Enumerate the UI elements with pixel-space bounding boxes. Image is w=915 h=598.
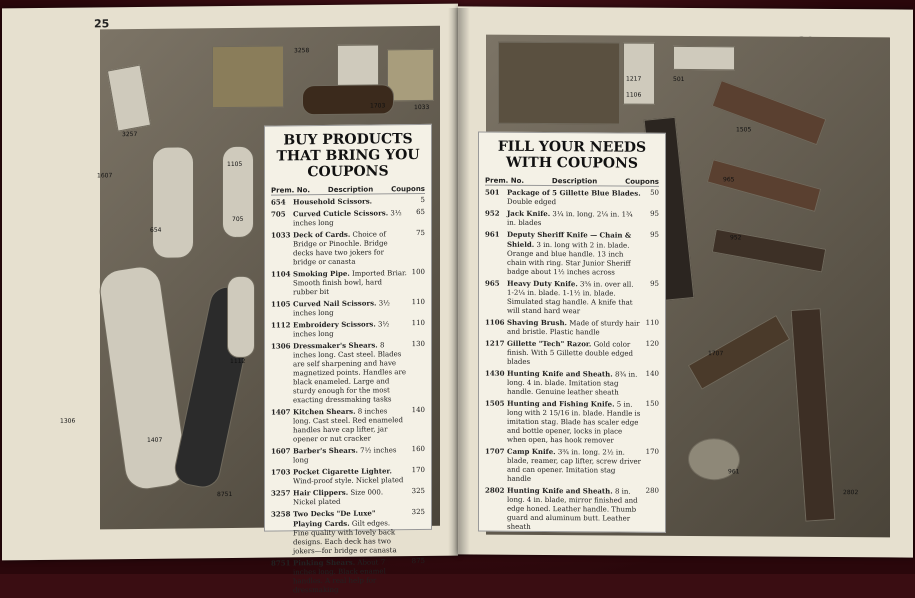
item-coupons: 875 — [411, 556, 425, 566]
razor-box-image — [498, 42, 620, 125]
image-tag: 1112 — [230, 357, 246, 365]
item-detail: Double edged — [507, 197, 557, 207]
item-coupons: 95 — [650, 209, 659, 218]
item-number: 501 — [485, 187, 500, 197]
image-tag: 1407 — [147, 436, 163, 444]
item-coupons: 100 — [411, 267, 425, 277]
item-description — [507, 188, 641, 208]
item-description — [507, 447, 641, 485]
item-coupons: 140 — [645, 369, 659, 378]
image-tag: 705 — [232, 215, 244, 223]
item-detail: 3¼ in. long. 2¼ in. 1¾ in. blades — [507, 210, 633, 227]
item-detail: 8 inches long. Cast steel. Red enameled handles have cap lifter, jar opener or nut cracker — [293, 407, 404, 444]
item-detail: 8 in. long. 4 in. blade, mirror finished and edge honed. Leather handle. Thumb guard and aluminum butt. Leather sheath — [507, 487, 638, 531]
image-tag: 961 — [728, 468, 740, 476]
item-detail: 5 in. long with 2 15/16 in. blade. Handle is imitation stag. Blade has scaler edge and bottle opener, locks in place when open, has hook remover — [507, 400, 641, 445]
image-tag: 1105 — [227, 160, 243, 169]
list-item — [271, 208, 425, 229]
left-page — [2, 4, 458, 595]
item-detail: 3¾ in. long. 2½ in. blade, reamer, cap lifter, screw driver and can opener. Imitation stag handle — [507, 448, 642, 483]
item-number: 1104 — [271, 269, 291, 279]
item-name: Heavy Duty Knife. — [507, 278, 578, 289]
column-headers — [271, 185, 425, 196]
item-name: Deck of Cards. — [293, 229, 351, 240]
list-item — [485, 230, 659, 278]
list-item — [485, 188, 659, 208]
item-name: Camp Knife. — [507, 446, 556, 457]
item-number: 1033 — [271, 230, 291, 240]
item-description — [293, 298, 407, 318]
list-title: BUY PRODUCTS THAT BRING YOU COUPONS — [276, 131, 420, 181]
item-detail: Made of sturdy hair and bristle. Plastic handle — [507, 319, 640, 337]
item-name: Smoking Pipe. — [293, 268, 350, 279]
item-coupons: 95 — [650, 230, 659, 239]
item-number: 3257 — [271, 488, 291, 498]
item-name: Hunting Knife and Sheath. — [507, 368, 613, 379]
list-item — [485, 486, 659, 533]
item-coupons: 160 — [411, 444, 425, 454]
item-detail: About 7 inches long. Black enamel handles. A real help for dressmaking — [293, 558, 386, 595]
item-coupons: 130 — [411, 339, 425, 349]
image-tag: 1106 — [626, 91, 642, 99]
item-description — [507, 209, 641, 229]
list-item — [271, 340, 425, 406]
cuticle-scissors-image — [222, 146, 254, 238]
item-description — [293, 445, 407, 465]
item-number: 1106 — [485, 317, 505, 327]
item-coupons: 75 — [416, 228, 425, 238]
item-number: 1707 — [485, 446, 505, 456]
item-number: 961 — [485, 229, 500, 239]
item-detail: Gold color finish. With 5 Gillette double edged blades — [507, 340, 633, 366]
image-tag: 654 — [150, 226, 162, 234]
item-name: Gillette "Tech" Razor. — [507, 338, 592, 349]
item-name: Jack Knife. — [507, 208, 551, 219]
col-description: Description — [551, 177, 598, 186]
col-prem: Prem. No. — [485, 176, 525, 185]
playing-cards-image — [212, 45, 284, 108]
item-description — [293, 466, 407, 486]
item-description — [293, 487, 407, 507]
item-name: Barber's Shears. — [293, 445, 358, 456]
item-number: 3258 — [271, 509, 291, 519]
item-detail: Choice of Bridge or Pinochle. Bridge decks have two jokers for bridge or canasta — [293, 230, 388, 267]
list-item — [271, 466, 425, 487]
item-name: Hunting Knife and Sheath. — [507, 485, 613, 496]
item-description — [293, 208, 407, 228]
item-number: 1217 — [485, 338, 505, 348]
item-coupons: 150 — [645, 399, 659, 408]
item-name: Curved Cuticle Scissors. — [293, 208, 389, 219]
item-name: Hunting and Fishing Knife. — [507, 398, 615, 409]
item-name: Kitchen Shears. — [293, 406, 356, 417]
col-description: Description — [327, 185, 374, 194]
item-description — [293, 508, 407, 556]
item-number: 1105 — [271, 299, 291, 309]
item-number: 1407 — [271, 407, 291, 417]
col-coupons: Coupons — [625, 177, 659, 186]
item-name: Shaving Brush. — [507, 317, 567, 328]
list-item — [271, 445, 425, 466]
column-headers — [485, 177, 659, 187]
item-description — [507, 399, 641, 446]
household-scissors-image — [152, 146, 194, 258]
list-item — [485, 399, 659, 446]
item-number: 1607 — [271, 446, 291, 456]
list-item — [271, 508, 425, 557]
item-number: 1703 — [271, 467, 291, 477]
list-item — [485, 447, 659, 485]
item-number: 2802 — [485, 485, 505, 495]
item-coupons: 95 — [650, 279, 659, 288]
image-tag: 1703 — [370, 102, 386, 110]
item-description — [293, 319, 407, 339]
item-detail: 8¾ in. long. 4 in. blade. Imitation stag handle. Genuine leather sheath — [507, 370, 638, 397]
item-name: Deputy Sheriff Knife — Chain & Shield. — [507, 229, 632, 249]
item-name: Pinking Shears. — [293, 557, 356, 568]
item-coupons: 120 — [645, 339, 659, 348]
item-list — [485, 188, 659, 533]
blade-package-image — [673, 46, 735, 70]
image-tag: 1707 — [708, 350, 724, 358]
item-detail: 3½ inches long — [293, 299, 390, 318]
list-item — [271, 487, 425, 508]
item-description — [507, 339, 641, 368]
item-detail: Imported Briar. Smooth finish bowl, hard rubber bit — [293, 269, 407, 297]
item-coupons: 50 — [650, 188, 659, 197]
item-description — [293, 406, 407, 444]
item-name: Embroidery Scissors. — [293, 319, 376, 330]
item-detail: 8 inches long. Cast steel. Blades are self sharpening and have magnetized points. Handles are black enameled. Large and sturdy enough for the most exacting dressmaking tasks — [293, 341, 406, 405]
item-number: 8751 — [271, 558, 291, 568]
item-description — [507, 369, 641, 398]
list-item — [271, 557, 425, 596]
item-number: 1306 — [271, 341, 291, 351]
item-coupons: 325 — [411, 507, 425, 517]
item-detail: 3½ inches long — [293, 320, 390, 339]
item-coupons: 170 — [645, 447, 659, 456]
image-tag: 1607 — [97, 172, 113, 180]
item-detail: Size 000. Nickel plated — [293, 488, 384, 507]
item-coupons: 140 — [411, 405, 425, 415]
coupon-price-list — [478, 132, 666, 533]
page-number: 25 — [94, 17, 110, 31]
item-number: 654 — [271, 197, 286, 207]
item-description — [293, 340, 407, 405]
item-number: 1505 — [485, 398, 505, 408]
image-tag: 3258 — [294, 47, 310, 55]
item-name: Package of 5 Gillette Blue Blades. — [507, 187, 641, 198]
pipe-image — [302, 84, 394, 115]
list-item — [271, 229, 425, 268]
item-coupons: 325 — [411, 486, 425, 496]
right-page — [458, 6, 913, 557]
item-name: Curved Nail Scissors. — [293, 298, 377, 309]
item-detail: 3 in. long with 2 in. blade. Orange and blue handle. 13 inch chain with ring. Star Junior Sheriff badge about 1½ inches across — [507, 240, 631, 277]
item-coupons: 280 — [645, 486, 659, 495]
coupon-price-list — [264, 124, 432, 595]
item-name: Hair Clippers. — [293, 487, 349, 498]
item-number: 965 — [485, 278, 500, 288]
image-tag: 501 — [673, 75, 685, 83]
image-tag: 1217 — [626, 75, 642, 83]
item-detail: 3⅝ in. over all. 1-2¼ in. blade. 1-1½ in. blade. Simulated stag handle. A knife that will stand hard wear — [507, 280, 634, 316]
item-number: 952 — [485, 208, 500, 218]
list-item — [485, 318, 659, 338]
list-item — [271, 268, 425, 298]
list-item — [485, 209, 659, 229]
image-tag: 952 — [730, 234, 742, 242]
list-item — [485, 339, 659, 368]
image-tag: 1033 — [414, 103, 430, 112]
image-tag: 1505 — [736, 126, 752, 134]
col-prem: Prem. No. — [271, 186, 311, 195]
item-detail: Wind-proof style. Nickel plated — [293, 476, 404, 486]
item-description — [507, 279, 641, 317]
item-name: Household Scissors. — [293, 196, 373, 207]
item-coupons: 110 — [411, 297, 425, 307]
item-coupons: 170 — [411, 465, 425, 475]
list-item — [271, 319, 425, 340]
item-name: Two Decks "De Luxe" Playing Cards. — [293, 508, 376, 529]
item-description — [507, 486, 641, 533]
item-detail: 3½ inches long — [293, 209, 402, 228]
list-item — [271, 196, 425, 208]
item-number: 705 — [271, 209, 286, 219]
image-tag: 2802 — [843, 489, 859, 497]
image-tag: 8751 — [217, 490, 233, 499]
item-coupons: 110 — [411, 318, 425, 328]
list-item — [271, 298, 425, 319]
list-item — [485, 279, 659, 317]
list-item — [485, 369, 659, 398]
item-description — [293, 196, 407, 207]
item-name: Pocket Cigarette Lighter. — [293, 466, 392, 477]
item-coupons: 5 — [420, 195, 425, 205]
image-tag: 1306 — [60, 417, 76, 425]
item-description — [507, 230, 641, 278]
col-coupons: Coupons — [391, 184, 425, 194]
item-name: Dressmaker's Shears. — [293, 340, 378, 351]
item-number: 1112 — [271, 320, 291, 330]
image-tag: 965 — [723, 176, 735, 184]
list-title: FILL YOUR NEEDS WITH COUPONS — [497, 138, 647, 172]
image-tag: 3257 — [122, 130, 138, 139]
item-coupons: 65 — [416, 207, 425, 217]
item-number: 1430 — [485, 368, 505, 378]
book-gutter — [448, 8, 470, 556]
item-description — [507, 318, 641, 338]
embroidery-scissors-image — [227, 276, 255, 358]
item-description — [293, 229, 407, 267]
item-description — [293, 557, 407, 595]
list-item — [271, 406, 425, 445]
item-detail: 7½ inches long — [293, 446, 397, 465]
item-detail: Gilt edges. Fine quality with lovely back designs. Each deck has two jokers—for bridge or canasta — [293, 519, 397, 556]
deck-of-cards-image — [387, 49, 434, 101]
item-coupons: 110 — [645, 318, 659, 327]
item-description — [293, 268, 407, 297]
item-list — [271, 196, 425, 596]
